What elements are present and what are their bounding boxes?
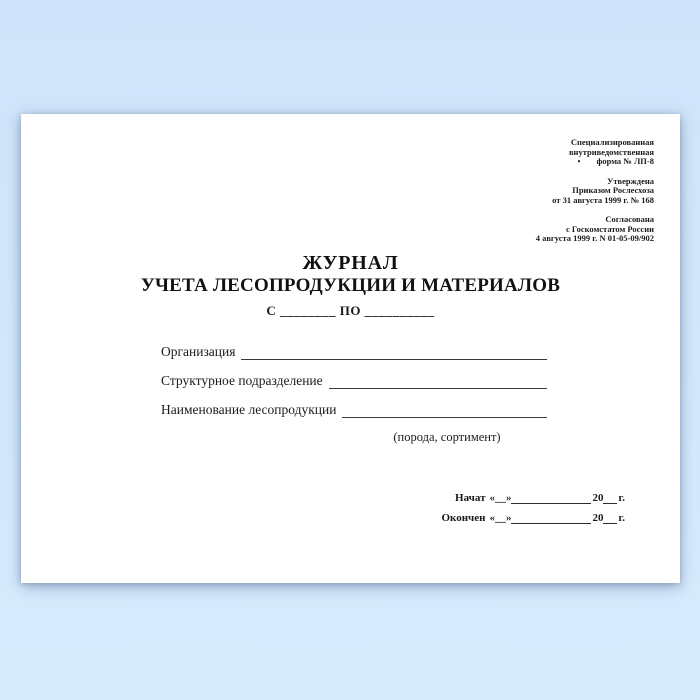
- finished-label: Окончен: [441, 512, 486, 524]
- journal-cover-page: [21, 114, 680, 583]
- stamp-line: форма № ЛП-8: [596, 156, 654, 166]
- field-label: Структурное подразделение: [161, 373, 323, 388]
- field-label: Наименование лесопродукции: [161, 402, 337, 417]
- field-structural-unit: [161, 372, 547, 389]
- stamp-agreed: [536, 215, 654, 244]
- fill-in-line: [511, 510, 591, 524]
- form-fields: [161, 343, 547, 445]
- start-end-block: [441, 484, 625, 524]
- day-blank: «__»: [489, 492, 512, 504]
- title-line-1: ЖУРНАЛ: [302, 252, 399, 274]
- started-label: Начат: [455, 492, 486, 504]
- fill-in-line: [342, 400, 547, 418]
- stamp-line: 4 августа 1999 г. N 01-05-09/902: [535, 233, 654, 243]
- started-row: [441, 484, 625, 504]
- stamp-approved: [536, 177, 654, 206]
- year-prefix: 20: [592, 512, 604, 524]
- fill-in-line-short: [603, 490, 617, 504]
- date-range-line: С ________ ПО __________: [266, 303, 435, 318]
- fill-in-line-short: [603, 510, 617, 524]
- fill-in-line: [329, 371, 547, 389]
- field-product-name: [161, 401, 547, 418]
- finished-row: [441, 504, 625, 524]
- fill-in-line: [511, 490, 591, 504]
- year-prefix: 20: [592, 492, 604, 504]
- fill-in-line: [241, 342, 547, 360]
- approval-stamp-block: [536, 138, 654, 244]
- stamp-line: внутриведомственная: [568, 146, 654, 157]
- stamp-line: Согласована: [605, 214, 654, 224]
- stamp-line: от 31 августа 1999 г. № 168: [552, 194, 654, 205]
- field-hint: (порода, сортимент): [393, 430, 501, 444]
- stamp-line-form-number: [536, 157, 654, 167]
- document-title: [21, 252, 680, 319]
- year-suffix: г.: [618, 492, 625, 504]
- field-organization: [161, 343, 547, 360]
- stamp-line: Специализированная: [570, 137, 654, 147]
- stamp-line: Утверждена: [607, 175, 654, 186]
- year-suffix: г.: [618, 512, 625, 524]
- bullet-icon: •: [577, 157, 581, 166]
- day-blank: «__»: [489, 512, 512, 524]
- field-label: Организация: [161, 344, 236, 359]
- title-line-2: УЧЕТА ЛЕСОПРОДУКЦИИ И МАТЕРИАЛОВ: [140, 275, 561, 296]
- stamp-form-info: [536, 138, 654, 167]
- stamp-line: Приказом Рослесхоза: [572, 185, 654, 195]
- stamp-line: с Госкомстатом России: [566, 223, 654, 234]
